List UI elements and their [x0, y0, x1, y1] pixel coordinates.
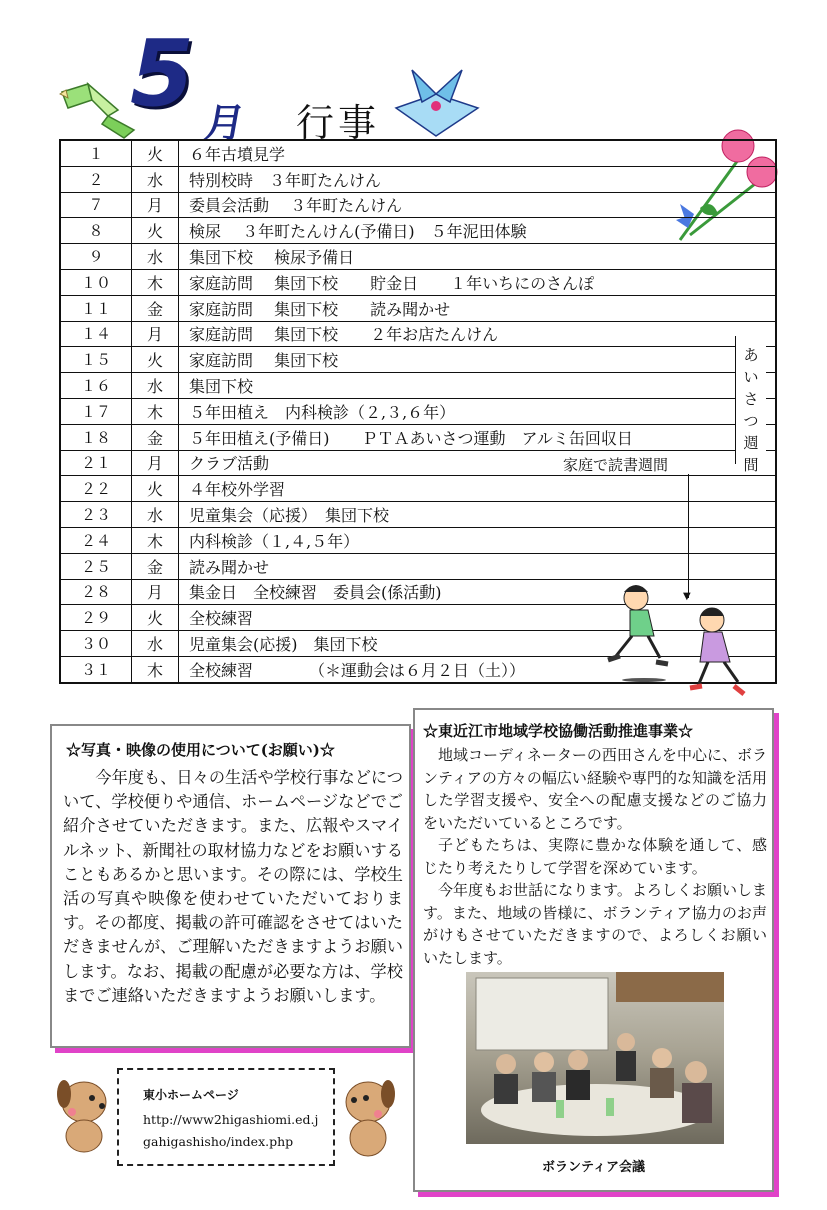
schedule-event: ４年校外学習: [179, 476, 777, 502]
schedule-row: [60, 295, 776, 321]
homepage-url[interactable]: http://www2higashiomi.ed.j: [143, 1112, 319, 1127]
schedule-weekday: 水: [132, 373, 179, 399]
schedule-day: １１: [60, 295, 132, 321]
schedule-day: ２８: [60, 579, 132, 605]
notice-title: ☆写真・映像の使用について(お願い)☆: [66, 741, 335, 759]
schedule-row: [60, 192, 776, 218]
schedule-weekday: 火: [132, 476, 179, 502]
schedule-row: [60, 244, 776, 270]
schedule-event: 家庭訪問 集団下校 ２年お店たんけん: [179, 321, 777, 347]
schedule-row: [60, 527, 776, 553]
schedule-day: １０: [60, 269, 132, 295]
month-number: 5: [130, 20, 193, 127]
schedule-day: ３１: [60, 656, 132, 682]
schedule-day: ９: [60, 244, 132, 270]
schedule-day: １８: [60, 424, 132, 450]
schedule-day: ３０: [60, 631, 132, 657]
schedule-weekday: 月: [132, 450, 179, 476]
schedule-weekday: 金: [132, 424, 179, 450]
schedule-weekday: 水: [132, 631, 179, 657]
schedule-event: 家庭訪問 集団下校 貯金日 １年いちにのさんぽ: [179, 269, 777, 295]
schedule-weekday: 木: [132, 398, 179, 424]
schedule-day: １７: [60, 398, 132, 424]
schedule-row: [60, 269, 776, 295]
schedule-row: [60, 424, 776, 450]
project-title: ☆東近江市地域学校協働活動推進事業☆: [423, 722, 694, 740]
dog-mascot-left-illustration: [50, 1072, 118, 1156]
homepage-box: [117, 1068, 335, 1166]
schedule-weekday: 木: [132, 269, 179, 295]
schedule-weekday: 木: [132, 656, 179, 682]
schedule-event: 内科検診（１,４,５年）: [179, 527, 777, 553]
homepage-label: 東小ホームページ: [143, 1088, 239, 1102]
project-paragraph: 子どもたちは、実際に豊かな体験を通して、感じたり考えたりして学習を深めています。: [423, 836, 767, 877]
schedule-day: １４: [60, 321, 132, 347]
schedule-event: 集団下校 検尿予備日: [179, 244, 777, 270]
aisatsu-week-label: あいさつ週間: [743, 346, 759, 474]
community-project-box: [413, 708, 774, 1192]
schedule-row: [60, 398, 776, 424]
schedule-weekday: 金: [132, 553, 179, 579]
notice-body: 今年度も、日々の生活や学校行事などについて、学校便りや通信、ホームページなどでご紹介させていただきます。また、広報やスマイルネット、新聞社の取材協力などをお願いすることもあるかと思います。その際には、学校生活の写真や映像を使わせていただいております。その都度、掲載の許可確認をさせてはいただきませんが、ご理解いただきますようお願いします。なお、掲載の配慮が必要な方は、学校までご連絡いただきますようお願いします。: [63, 768, 403, 1005]
schedule-event: ５年田植え(予備日) ＰＴＡあいさつ運動 アルミ缶回収日: [179, 424, 777, 450]
homepage-url-continued[interactable]: gahigashisho/index.php: [143, 1134, 294, 1149]
schedule-event: 読み聞かせ: [179, 553, 777, 579]
schedule-weekday: 火: [132, 218, 179, 244]
kabuto-helmet-icon: [392, 64, 482, 140]
schedule-row: [60, 502, 776, 528]
schedule-event: ５年田植え 内科検診（２,３,６年）: [179, 398, 777, 424]
reading-week-label: 家庭で読書週間: [563, 456, 669, 474]
down-arrow-icon: ▼: [683, 591, 691, 602]
schedule-row: [60, 166, 776, 192]
schedule-row: [60, 321, 776, 347]
bamboo-illustration: [58, 80, 138, 142]
schedule-event: 検尿 ３年町たんけん(予備日) ５年泥田体験: [179, 218, 777, 244]
schedule-event: クラブ活動: [179, 450, 777, 476]
schedule-row: [60, 476, 776, 502]
schedule-weekday: 月: [132, 192, 179, 218]
schedule-weekday: 月: [132, 579, 179, 605]
page-title: 行事: [296, 101, 381, 145]
schedule-weekday: 水: [132, 502, 179, 528]
schedule-day: ２４: [60, 527, 132, 553]
schedule-weekday: 火: [132, 140, 179, 166]
photo-caption: ボランティア会議: [542, 1160, 645, 1175]
schedule-row: [60, 218, 776, 244]
schedule-event: 委員会活動 ３年町たんけん: [179, 192, 777, 218]
schedule-weekday: 木: [132, 527, 179, 553]
schedule-event: 特別校時 ３年町たんけん: [179, 166, 777, 192]
schedule-row: [60, 553, 776, 579]
schedule-row: [60, 373, 776, 399]
project-paragraph: 今年度もお世話になります。よろしくお願いします。また、地域の皆様に、ボランティア協力のお声がけもさせていただきますので、よろしくお願いいたします。: [423, 881, 767, 967]
schedule-day: １: [60, 140, 132, 166]
schedule-event: 家庭訪問 集団下校: [179, 347, 777, 373]
schedule-weekday: 水: [132, 244, 179, 270]
schedule-row: [60, 347, 776, 373]
schedule-weekday: 火: [132, 605, 179, 631]
schedule-event: 全校練習 （＊運動会は６月２日（土））: [179, 656, 777, 682]
schedule-row: [60, 140, 776, 166]
schedule-day: ２３: [60, 502, 132, 528]
schedule-weekday: 水: [132, 166, 179, 192]
schedule-day: １６: [60, 373, 132, 399]
schedule-weekday: 火: [132, 347, 179, 373]
month-kanji: 月: [200, 101, 249, 147]
project-paragraph: 地域コーディネーターの西田さんを中心に、ボランティアの方々の幅広い経験や専門的な知識を活用した学習支援や、安全への配慮支援などのご協力をいただいているところです。: [423, 746, 767, 832]
photo-usage-notice: [50, 724, 411, 1048]
schedule-day: ２２: [60, 476, 132, 502]
schedule-event: 集金日 全校練習 委員会(係活動): [179, 579, 777, 605]
schedule-event: 集団下校: [179, 373, 777, 399]
schedule-event: 児童集会（応援） 集団下校: [179, 502, 777, 528]
schedule-event: 家庭訪問 集団下校 読み聞かせ: [179, 295, 777, 321]
schedule-weekday: 月: [132, 321, 179, 347]
running-children-illustration: [604, 580, 774, 698]
schedule-day: ８: [60, 218, 132, 244]
schedule-day: １５: [60, 347, 132, 373]
schedule-day: ７: [60, 192, 132, 218]
schedule-day: ２: [60, 166, 132, 192]
dog-mascot-right-illustration: [334, 1072, 402, 1162]
volunteer-meeting-photo: [466, 972, 724, 1144]
schedule-weekday: 金: [132, 295, 179, 321]
schedule-day: ２９: [60, 605, 132, 631]
schedule-event: ６年古墳見学: [179, 140, 777, 166]
schedule-event: 児童集会(応援) 集団下校: [179, 631, 777, 657]
schedule-event: 全校練習: [179, 605, 777, 631]
schedule-day: ２１: [60, 450, 132, 476]
schedule-day: ２５: [60, 553, 132, 579]
